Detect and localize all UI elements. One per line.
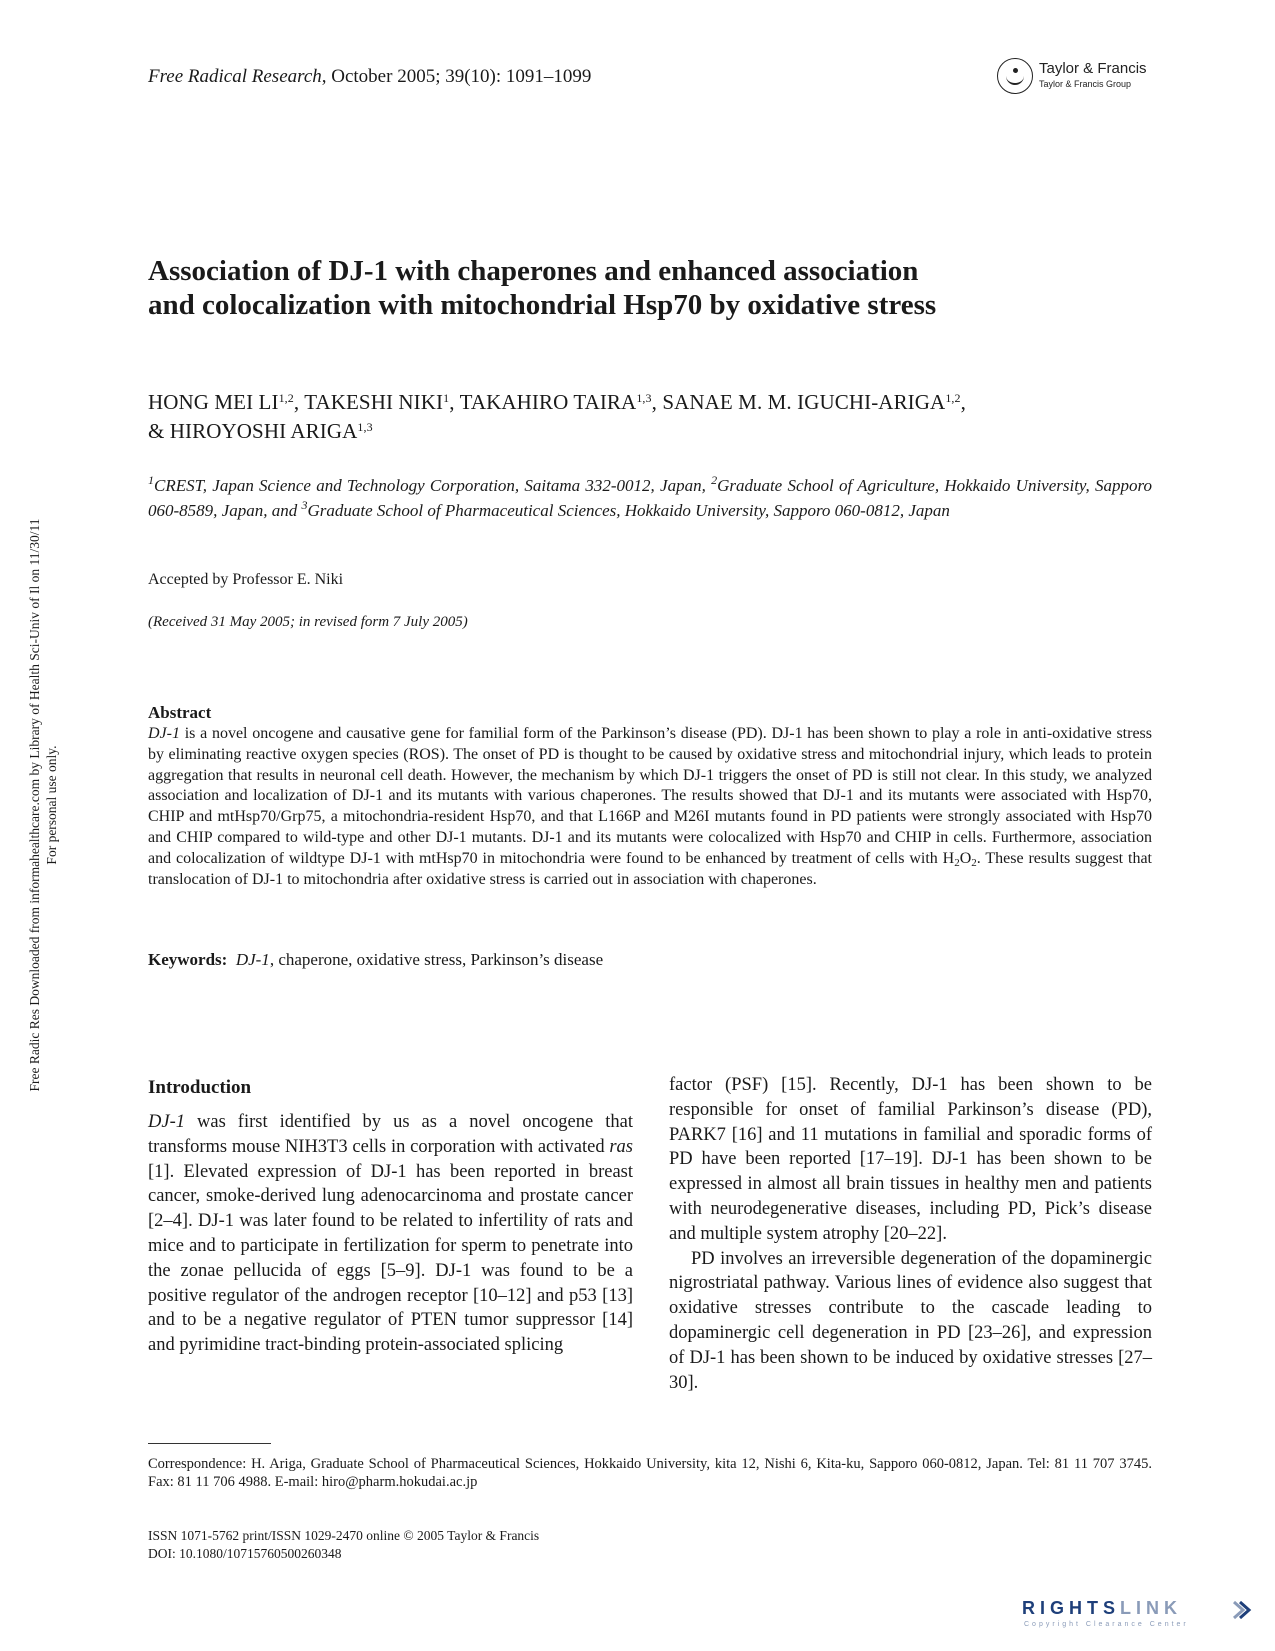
author-separator: , [449, 390, 460, 414]
author-separator: , [651, 390, 663, 414]
journal-name: Free Radical Research [148, 66, 322, 87]
journal-volume: , October 2005; 39(10): 1091–1099 [321, 66, 592, 87]
author-name: & HIROYOSHI ARIGA [148, 419, 358, 443]
issn: ISSN 1071-5762 print/ISSN 1029-2470 online © 2005 Taylor & Francis [148, 1528, 540, 1543]
author-affiliation: 1,3 [636, 391, 652, 405]
gene-name: ras [609, 1136, 633, 1157]
accepted-by: Accepted by Professor E. Niki [148, 571, 344, 588]
paragraph: factor (PSF) [15]. Recently, DJ-1 has been shown to be responsible for onset of familial Parkinson’s disease (PD), PARK7 [16] and 11 mutations in familial and sporadic forms of PD have been reported [17–19]. DJ-1 has been shown to be expressed in almost all brain tissues in healthy men and patients with neurodegenerative diseases, including PD, Pick’s disease and multiple system atrophy [20–22]. [669, 1075, 1152, 1244]
footnote-rule [148, 1443, 271, 1444]
received-dates: (Received 31 May 2005; in revised form 7 July 2005) [148, 614, 468, 630]
author-affiliation: 1,2 [945, 391, 961, 405]
body-column-left [148, 1110, 633, 1358]
download-note [26, 430, 60, 1180]
abstract-body: . These results suggest that translocation of DJ-1 to mitochondria after oxidative stress is carried out in association with chaperones. [148, 849, 1152, 888]
author-name: SANAE M. M. IGUCHI-ARIGA [662, 390, 946, 414]
subscript: 2 [971, 856, 977, 869]
issn-doi [148, 1527, 539, 1563]
title-line-2: and colocalization with mitochondrial Hsp70 by oxidative stress [148, 289, 937, 321]
gene-name: DJ-1 [148, 725, 180, 742]
affiliation-text: CREST, Japan Science and Technology Corporation, Saitama 332-0012, Japan, [154, 476, 712, 495]
section-heading: Introduction [148, 1077, 252, 1098]
publisher-logo [997, 58, 1172, 98]
correspondence: Correspondence: H. Ariga, Graduate School of Pharmaceutical Sciences, Hokkaido University, kita 12, Nishi 6, Kita-ku, Sapporo 060-0812, Japan. Tel: 81 11 707 3745. Fax: 81 11 706 4988. E-mail: hiro@pharm.hokudai.ac.jp [148, 1456, 1152, 1490]
author-name: HONG MEI LI [148, 390, 279, 414]
affiliation-text: Graduate School of Pharmaceutical Sciences, Hokkaido University, Sapporo 060-0812, Japan [307, 501, 950, 520]
rightslink-subtitle: Copyright Clearance Center [1024, 1621, 1189, 1628]
paragraph-text: was first identified by us as a novel oncogene that transforms mouse NIH3T3 cells in corporation with activated [148, 1112, 633, 1157]
affiliation-number: 2 [711, 473, 718, 487]
paragraph-text: [1]. Elevated expression of DJ-1 has been reported in breast cancer, smoke-derived lung adenocarcinoma and prostate cancer [2–4]. DJ-1 was later found to be related to infertility of rats and mice and to participate in fertilization for sperm to penetrate into the zonae pellucida of eggs [5–9]. DJ-1 was found to be a positive regulator of the androgen receptor [10–12] and p53 [13] and to be a negative regulator of PTEN tumor suppressor [14] and pyrimidine tract-binding protein-associated splicing [148, 1161, 633, 1356]
abstract-text [148, 724, 1152, 890]
keywords-list: , chaperone, oxidative stress, Parkinson’s disease [269, 950, 604, 969]
body-column-right [669, 1073, 1152, 1395]
download-note-line-1: Free Radic Res Downloaded from informahealthcare.com by Library of Health Sci-Univ of Il on 11/30/11 [27, 518, 42, 1092]
article-title [148, 254, 1108, 322]
affiliation-number: 1 [148, 473, 154, 487]
title-line-1: Association of DJ-1 with chaperones and enhanced association [148, 255, 919, 287]
affiliation-number: 3 [301, 498, 308, 512]
rightslink-link: LINK [1120, 1598, 1183, 1618]
abstract-heading: Abstract [148, 703, 212, 722]
author-affiliation: 1,2 [278, 391, 294, 405]
author-separator: , [293, 390, 305, 414]
paragraph [148, 1110, 633, 1358]
author-affiliation: 1,3 [357, 420, 373, 434]
author-name: TAKAHIRO TAIRA [459, 390, 637, 414]
publisher-group: Taylor & Francis Group [1039, 79, 1132, 89]
abstract-body: O [959, 849, 972, 867]
abstract-body: is a novel oncogene and causative gene for familial form of the Parkinson’s disease (PD). DJ-1 has been shown to play a role in anti-oxidative stress by eliminating reactive oxygen species (ROS). The onset of PD is thought to be caused by oxidative stress and mitochondrial injury, which leads to protein aggregation that results in neuronal cell death. However, the mechanism by which DJ-1 triggers the onset of PD is still not clear. In this study, we analyzed association and localization of DJ-1 and its mutants with various chaperones. The results showed that DJ-1 and its mutants were associated with Hsp70, CHIP and mtHsp70/Grp75, a mitochondria-resident Hsp70, and that L166P and M26I mutants found in PD patients were strongly associated with Hsp70 and CHIP compared to wild-type and other DJ-1 mutants. DJ-1 and its mutants were colocalized with Hsp70 and CHIP in cells. Furthermore, association and colocalization of wildtype DJ-1 with mtHsp70 in mitochondria were found to be enhanced by treatment of cells with H [148, 725, 1152, 867]
paragraph: PD involves an irreversible degeneration of the dopaminergic nigrostriatal pathway. Various lines of evidence also suggest that oxidative stresses contribute to the cascade leading to dopaminergic cell degeneration in PD [23–26], and expression of DJ-1 has been shown to be induced by oxidative stresses [27–30]. [669, 1248, 1152, 1393]
author-affiliation: 1 [443, 391, 450, 405]
keywords [148, 950, 603, 970]
affiliations [148, 473, 1152, 523]
chevron-right-icon [1230, 1599, 1252, 1621]
keywords-label: Keywords: [148, 950, 228, 969]
journal-citation [148, 66, 591, 88]
gene-name: DJ-1 [148, 1112, 185, 1132]
publisher-name: Taylor & Francis [1039, 60, 1147, 77]
download-note-line-2: For personal use only. [44, 745, 59, 865]
author-separator: , [960, 390, 966, 414]
rightslink-rights: RIGHTS [1022, 1598, 1121, 1618]
subscript: 2 [954, 856, 960, 869]
rightslink-logo[interactable] [1022, 1598, 1262, 1632]
affiliation-text: Graduate School of Agriculture, Hokkaido University, Sapporo 060-8589, Japan, and [148, 476, 1153, 520]
author-list [148, 388, 1148, 446]
author-name: TAKESHI NIKI [304, 390, 444, 414]
lamp-icon [997, 58, 1033, 94]
doi: DOI: 10.1080/10715760500260348 [148, 1546, 342, 1561]
gene-name: DJ-1 [235, 950, 270, 969]
rightslink-wordmark [1022, 1598, 1182, 1619]
